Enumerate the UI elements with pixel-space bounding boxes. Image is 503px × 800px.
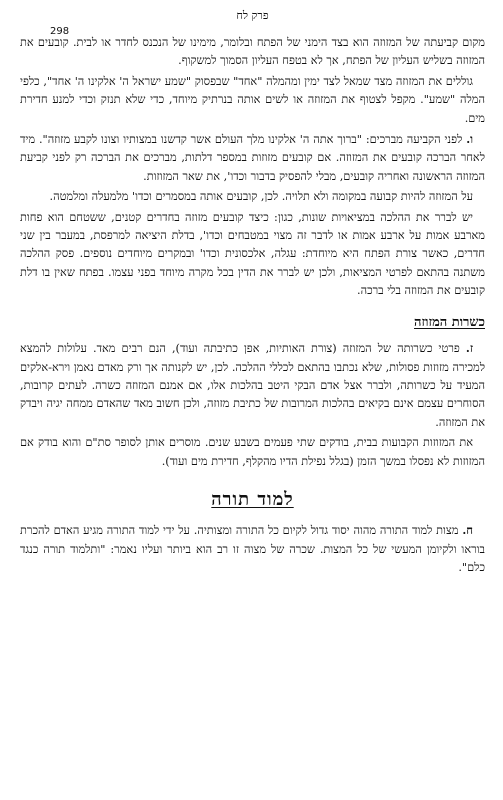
paragraph-text: פרטי כשרותה של המזוזה (צורת האותיות, אפן כתיבתה ועוד), הנם רבים מאד. עלולות להמצא למכירה מזוזות פסולות, שלא נכתבו בהתאם לכללי ההלכה. לכן, יש לקנותה אך ורק מאדם נאמן וירא-אלקים המעיד על כשרותה, ולברר אצל אדם הבקי היטב בהלכות אלו, אם אמנם המזוזה כשרה. לעתים קרובות, הסוחרים עצמם אינם בקיאים בהלכות המרובות של כתיבת מזוזה, ולכן חשוב מאד שהאדם ממחה יגיה ויבדק את המזוזה. xyxy=(20,342,485,429)
paragraph-kashrut xyxy=(20,339,485,432)
chapter-title: פרק לח xyxy=(236,9,269,22)
paragraph-text: מצות למוד התורה מהוה יסוד גדול לקיום כל התורה ומצותיה. על ידי למוד התורה מגיע האדם להכרת בוראו ולקיומן המעשי של כל המצות. שכרה של מצוה זו רב הוא ביותר ועליו נאמר: "ותלמוד תורה כנגד כלם". xyxy=(20,524,485,575)
paragraph-number: ח. xyxy=(462,523,473,538)
section-title-kashrut: כשרות המזוזה xyxy=(414,314,485,330)
paragraph-special-cases: יש לברר את ההלכה במציאויות שונות, כגון: כיצד קובעים מזוזה בחדרים קטנים, ששטחם הוא פחות מארבע אמות על ארבע אמות או לדבר זה מצוי במטבחים וכדו', בדלת היציאה למרפסת, במעבר בין שני חדרים, כאשר צורת הפתח היא מיוחדת: עגלה, אלכסונית וכדו' ובמקרים מיוחדים נוספים. פסק ההלכה משתנה בהתאם לפרטי המציאות, ולכן יש לברר את הדין בכל מקרה מיוחד בפני עצמו. בפתח שאין בו דלת קובעים את המזוזה בלי ברכה. xyxy=(20,210,485,298)
paragraph-torah-study xyxy=(20,521,485,577)
paragraph-blessing xyxy=(20,130,485,186)
page-number: 298 xyxy=(50,26,70,37)
paragraph-checking: את המזוזות הקבועות בבית, בודקים שתי פעמים בשבע שנים. מוסרים אותן לסופר סת"ם והוא בודק אם המזוזות לא נפסלו במשך הזמן (בגלל נפילת הדיו מהקלף, חדירת מים ועוד). xyxy=(20,436,485,468)
paragraph-number: ז. xyxy=(465,341,474,356)
paragraph-number: ו. xyxy=(466,132,474,147)
paragraph-fixing: על המזוזה להיות קבועה במקומה ולא תלויה. לכן, קובעים אותה במסמרים וכדו' מלמעלה ומלמטה. xyxy=(49,190,473,204)
paragraph-rolling: גוללים את המזוזה מצד שמאל לצד ימין ומהמלה "אחד" שבפסוק "שמע ישראל ה' אלקינו ה' אחד", כלפי המלה "שמע". מקפל לצטוף את המזוזה או לשים אותה בנרתיק מיוחד, כדי שלא תנזק וכדי למנע חדירת מים. xyxy=(20,74,485,125)
section-title-torah: למוד תורה xyxy=(211,488,294,510)
paragraph-text: לפני הקביעה מברכים: "ברוך אתה ה' אלקינו מלך העולם אשר קדשנו במצותיו וצונו לקבע מזוזה". מיד לאחר הברכה קובעים את המזוזה. אם קובעים מזוזות במספר דלתות, מברכים את הברכה רק לפני קביעת המזוזה הראשונה ואחריה קובעים, מבלי להפסיק בדבור וכדו', את שאר המזוזות. xyxy=(20,133,485,183)
paragraph-placement: מקום קביעתה של המזוזה הוא בצד הימני של הפתח ובלומר, מימינו של הנכנס לחדר או לבית. קובעים את המזוזה בשליש העליון של הפתח, אך לא בטפח העליון הסמוך למשקוף. xyxy=(20,36,485,68)
page-body xyxy=(20,34,485,578)
page-header xyxy=(20,0,485,37)
